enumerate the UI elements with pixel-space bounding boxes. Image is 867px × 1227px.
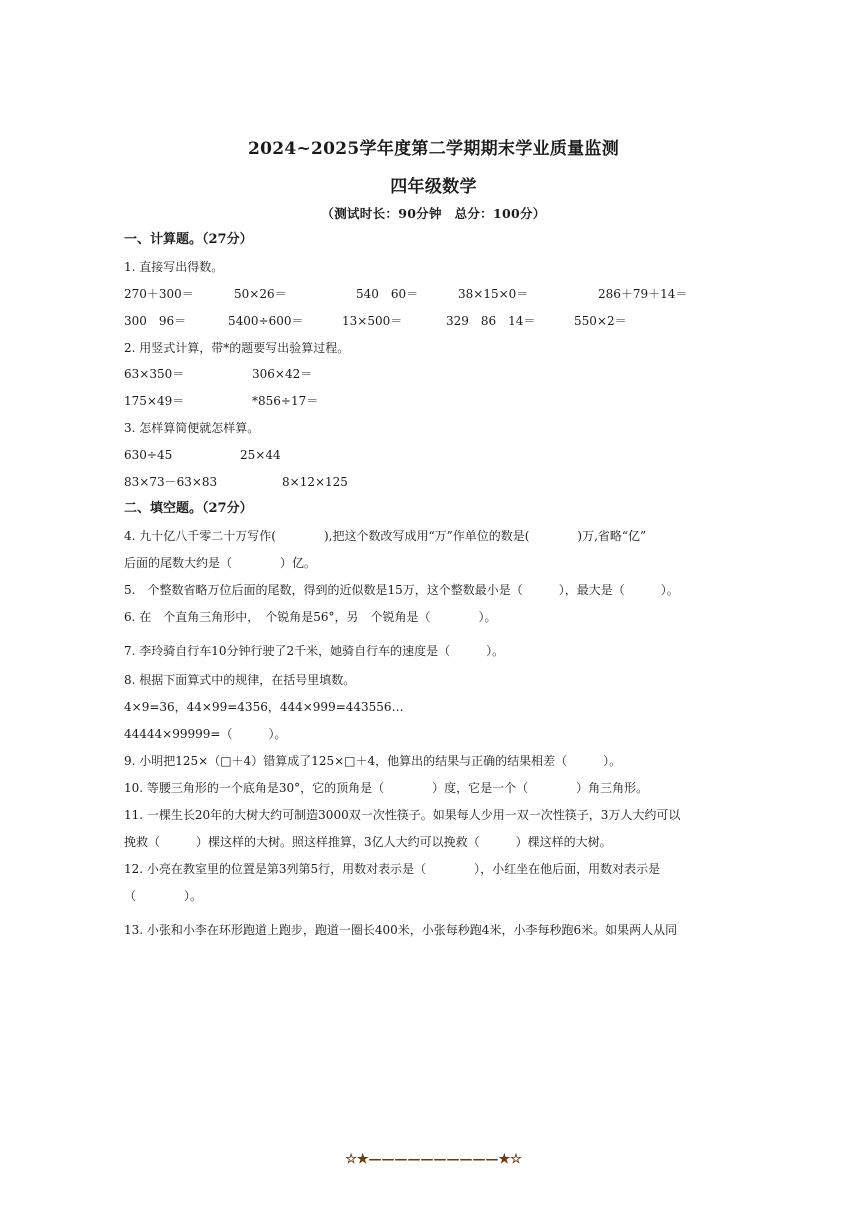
q1-item: 550×2＝ (574, 314, 627, 328)
q2-item: 306×42＝ (252, 367, 313, 381)
question-11-continued: 挽救（ ）棵这样的大树。照这样推算，3亿人大约可以挽救（ ）棵这样的大树。 (124, 835, 612, 849)
question-4-continued: 后面的尾数大约是（ ）亿。 (124, 556, 317, 570)
q3-item: 8×12×125 (282, 475, 348, 489)
q1-item: 50×26＝ (234, 287, 287, 301)
q2-item: *856÷17＝ (252, 394, 319, 408)
question-11: 11. 一棵生长20年的大树大约可制造3000双一次性筷子。如果每人少用一双一次性筷子，3万人大约可以 (124, 808, 681, 822)
question-8-pattern: 4×9=36，44×99=4356，444×999=443556… (124, 700, 404, 714)
q3-item: 83×73－63×83 (124, 475, 218, 489)
q2-item: 63×350＝ (124, 367, 185, 381)
q3-item: 630÷45 (124, 448, 173, 462)
question-2-label: 2. 用竖式计算，带*的题要写出验算过程。 (124, 341, 350, 355)
question-12-continued: （ ）。 (124, 889, 203, 903)
q1-item: 329 86 14＝ (446, 314, 536, 328)
question-9: 9. 小明把125×（□＋4）错算成了125×□＋4，他算出的结果与正确的结果相差（ ）。 (124, 754, 622, 768)
q2-item: 175×49＝ (124, 394, 185, 408)
question-13: 13. 小张和小李在环形跑道上跑步，跑道一圈长400米，小张每秒跑4米，小李每秒跑6米。如果两人从同 (124, 923, 678, 937)
footer-ornament: ☆★——————————★☆ (345, 1152, 522, 1167)
section-heading-fill-in: 二、填空题。（27分） (124, 501, 253, 516)
question-8-blank: 44444×99999=（ ）。 (124, 727, 287, 741)
question-5: 5. 个整数省略万位后面的尾数，得到的近似数是15万，这个整数最小是（ ），最大是（ ）。 (124, 583, 679, 597)
question-4: 4. 九十亿八千零二十万写作( ),把这个数改写成用“万”作单位的数是( )万,省略“亿” (124, 529, 647, 543)
exam-subtitle: 四年级数学 (390, 177, 477, 197)
q1-item: 5400÷600＝ (228, 314, 304, 328)
q1-item: 13×500＝ (342, 314, 403, 328)
q1-item: 540 60＝ (356, 287, 419, 301)
q3-item: 25×44 (240, 448, 281, 462)
question-1-label: 1. 直接写出得数。 (124, 260, 224, 274)
q1-item: 38×15×0＝ (458, 287, 529, 301)
q1-item: 270＋300＝ (124, 287, 194, 301)
exam-title: 2024~2025学年度第二学期期末学业质量监测 (247, 139, 620, 159)
question-6: 6. 在 个直角三角形中， 个锐角是56°，另 个锐角是（ ）。 (124, 610, 497, 624)
section-heading-calculation: 一、计算题。（27分） (124, 232, 253, 247)
exam-info: （测试时长：90分钟 总分：100分） (321, 206, 546, 221)
q1-item: 286＋79＋14＝ (598, 287, 688, 301)
question-12: 12. 小亮在教室里的位置是第3列第5行，用数对表示是（ ），小红坐在他后面，用数对表示是 (124, 862, 661, 876)
question-8-label: 8. 根据下面算式中的规律，在括号里填数。 (124, 673, 356, 687)
question-3-label: 3. 怎样算简便就怎样算。 (124, 421, 260, 435)
question-7: 7. 李玲骑自行车10分钟行驶了2千米，她骑自行车的速度是（ ）。 (124, 644, 505, 658)
q1-item: 300 96＝ (124, 314, 187, 328)
question-10: 10. 等腰三角形的一个底角是30°，它的顶角是（ ）度，它是一个（ ）角三角形。 (124, 781, 649, 795)
